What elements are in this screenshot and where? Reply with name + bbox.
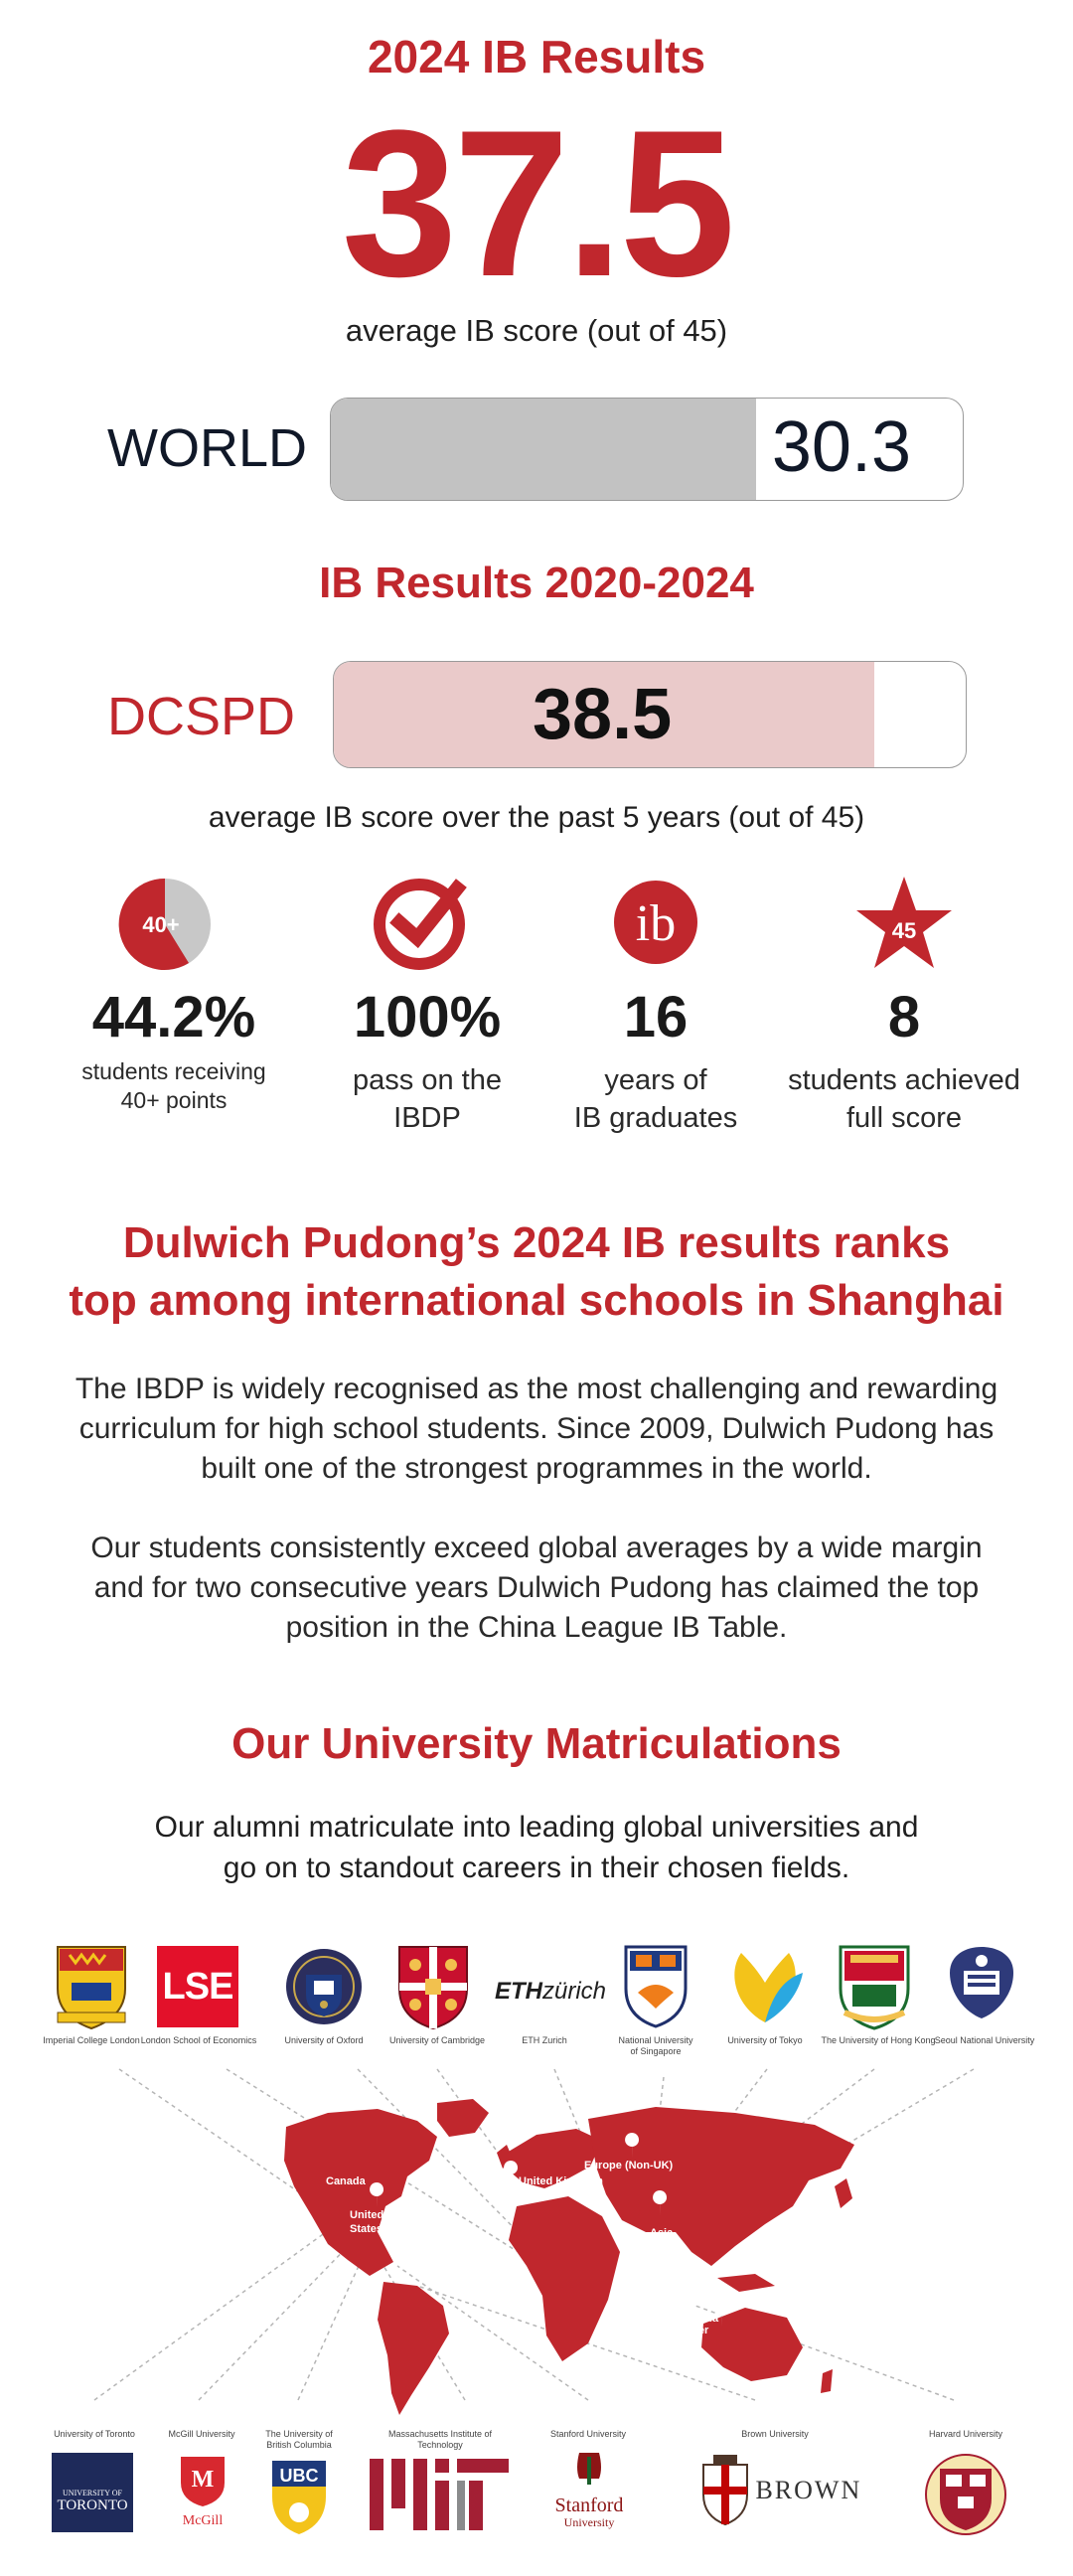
pie-icon-text: 40+ [142, 912, 180, 937]
stat-value-full-score: 8 [887, 985, 921, 1049]
map-label-uk: United Kingdom [519, 2175, 603, 2187]
map-label-canada: Canada [326, 2175, 366, 2187]
harvard-crest-icon [924, 2453, 1007, 2541]
eth-wordmark-light: zürich [542, 1978, 607, 2005]
trend-caption: average IB score over the past 5 years (out of 45) [208, 801, 865, 834]
map-label-australia-line1: Australia [672, 2313, 719, 2325]
uni-name-line: National University [618, 2035, 693, 2045]
stat-caption-line: 40+ points [120, 1087, 228, 1113]
mcgill-logo-text: McGill [182, 2513, 224, 2528]
oxford-seal-icon [284, 1943, 364, 2035]
mit-logo-icon [370, 2459, 509, 2535]
paragraph-line: and for two consecutive years Dulwich Pudong has claimed the top [93, 1571, 980, 1604]
uni-name-nus [606, 2035, 705, 2057]
stat-value-years: 16 [623, 985, 689, 1049]
eth-wordmark-icon [495, 1978, 607, 2006]
uni-name-line: British Columbia [266, 2440, 332, 2450]
uni-name-eth: ETH Zurich [522, 2035, 567, 2045]
stat-caption-pass-rate [298, 1061, 556, 1137]
dcspd-label: DCSPD [107, 687, 296, 746]
ranking-paragraph-2 [40, 1529, 1033, 1648]
uni-name-toronto: University of Toronto [54, 2429, 135, 2439]
paragraph-line: The IBDP is widely recognised as the most challenging and rewarding [75, 1372, 998, 1405]
ubc-logo-icon [268, 2457, 330, 2541]
caption-line: Our alumni matriculate into leading global universities and [154, 1811, 919, 1844]
dcspd-score-bar [333, 661, 967, 768]
uni-name-mcgill: McGill University [168, 2429, 235, 2439]
ranking-title-line: Dulwich Pudong’s 2024 IB results ranks [122, 1218, 951, 1267]
world-map [0, 2057, 1073, 2475]
ubc-logo-text: UBC [279, 2466, 319, 2486]
ranking-paragraph-1 [40, 1369, 1033, 1489]
uni-name-brown: Brown University [741, 2429, 809, 2439]
map-label-us-line2: States [350, 2223, 383, 2235]
stat-value-40plus: 44.2% [91, 985, 256, 1049]
caption-line: go on to standout careers in their chosen fields. [223, 1852, 850, 1884]
dcspd-score-value: 38.5 [533, 675, 673, 754]
average-score-caption: average IB score (out of 45) [345, 313, 728, 348]
uni-name-imperial: Imperial College London [43, 2035, 140, 2045]
stat-caption-line: students receiving [81, 1058, 266, 1084]
results-title: 2024 IB Results [367, 31, 706, 82]
ranking-title [0, 1214, 1073, 1330]
toronto-logo-line2: TORONTO [57, 2497, 128, 2513]
uni-name-mit: Massachusetts Institute of Technology [387, 2429, 493, 2450]
checkmark-badge-icon [374, 875, 469, 975]
uni-name-tokyo: University of Tokyo [727, 2035, 803, 2045]
world-bar-fill [331, 399, 756, 500]
paragraph-line: curriculum for high school students. Since 2009, Dulwich Pudong has [78, 1412, 995, 1445]
stat-caption-years [536, 1061, 775, 1137]
world-score-bar [330, 398, 964, 501]
stat-caption-line: full score [845, 1102, 963, 1134]
uni-name-cambridge: University of Cambridge [388, 2035, 486, 2045]
ib-logo-icon [608, 875, 703, 975]
paragraph-line: position in the China League IB Table. [285, 1611, 788, 1644]
star-icon-text: 45 [891, 918, 917, 943]
map-label-australia-line2: Other [680, 2325, 709, 2336]
world-score-value: 30.3 [771, 407, 911, 487]
uni-name-stanford: Stanford University [549, 2429, 627, 2439]
mcgill-logo-icon [173, 2453, 232, 2532]
stat-value-pass-rate: 100% [353, 985, 502, 1049]
toronto-logo-line1: UNIVERSITY OF [63, 2489, 122, 2497]
hku-crest-icon [837, 1943, 912, 2035]
brown-logo-icon [699, 2455, 878, 2526]
eth-wordmark-bold: ETH [495, 1978, 542, 2005]
imperial-crest-icon [52, 1943, 131, 2035]
toronto-logo-icon [52, 2453, 133, 2532]
universities-title: Our University Matriculations [231, 1719, 842, 1768]
stat-caption-line: years of [604, 1064, 707, 1096]
continents [284, 2099, 854, 2415]
uni-name-hku: The University of Hong Kong [821, 2035, 936, 2045]
stat-caption-line: pass on the [353, 1064, 502, 1096]
map-label-asia: Asia [650, 2227, 674, 2239]
uni-name-lse: London School of Economics [140, 2035, 257, 2045]
snu-emblem-icon [942, 1943, 1021, 2027]
uni-name-oxford: University of Oxford [284, 2035, 364, 2045]
stat-caption-40plus [40, 1057, 308, 1115]
stat-caption-line: IBDP [393, 1102, 461, 1134]
uni-name-snu: Seoul National University [934, 2035, 1035, 2045]
world-label: WORLD [107, 418, 307, 478]
nus-crest-icon [622, 1943, 690, 2033]
stat-caption-full-score [765, 1061, 1043, 1137]
stat-caption-line: IB graduates [573, 1102, 738, 1134]
ib-icon-text: ib [635, 895, 677, 952]
trend-title: IB Results 2020-2024 [319, 559, 754, 607]
uni-name-line: of Singapore [630, 2046, 682, 2056]
uni-name-harvard: Harvard University [928, 2429, 1003, 2439]
map-label-us-line1: United [350, 2209, 384, 2221]
average-score-value: 37.5 [341, 86, 732, 320]
map-label-europe: Europe (Non-UK) [584, 2160, 674, 2172]
universities-caption [0, 1807, 1073, 1888]
cambridge-crest-icon [395, 1943, 471, 2035]
tokyo-ginkgo-icon [723, 1943, 807, 2031]
ranking-title-line: top among international schools in Shanghai [69, 1276, 1004, 1325]
stanford-logo-icon [544, 2449, 634, 2530]
paragraph-line: built one of the strongest programmes in the world. [201, 1452, 872, 1485]
lse-logo-icon [157, 1946, 238, 2027]
stat-caption-line: students achieved [788, 1064, 1020, 1096]
pie-40-plus-icon [117, 877, 213, 977]
uni-name-ubc [254, 2429, 344, 2451]
stanford-logo-line2: University [563, 2515, 615, 2529]
paragraph-line: Our students consistently exceed global averages by a wide margin [90, 1531, 983, 1564]
lse-logo-text: LSE [162, 1966, 233, 2008]
star-45-icon [856, 875, 952, 975]
brown-logo-text: BROWN [755, 2476, 862, 2504]
uni-name-line: The University of [265, 2429, 333, 2439]
stanford-logo-line1: Stanford [554, 2495, 624, 2516]
svg-text:M: M [191, 2467, 215, 2493]
